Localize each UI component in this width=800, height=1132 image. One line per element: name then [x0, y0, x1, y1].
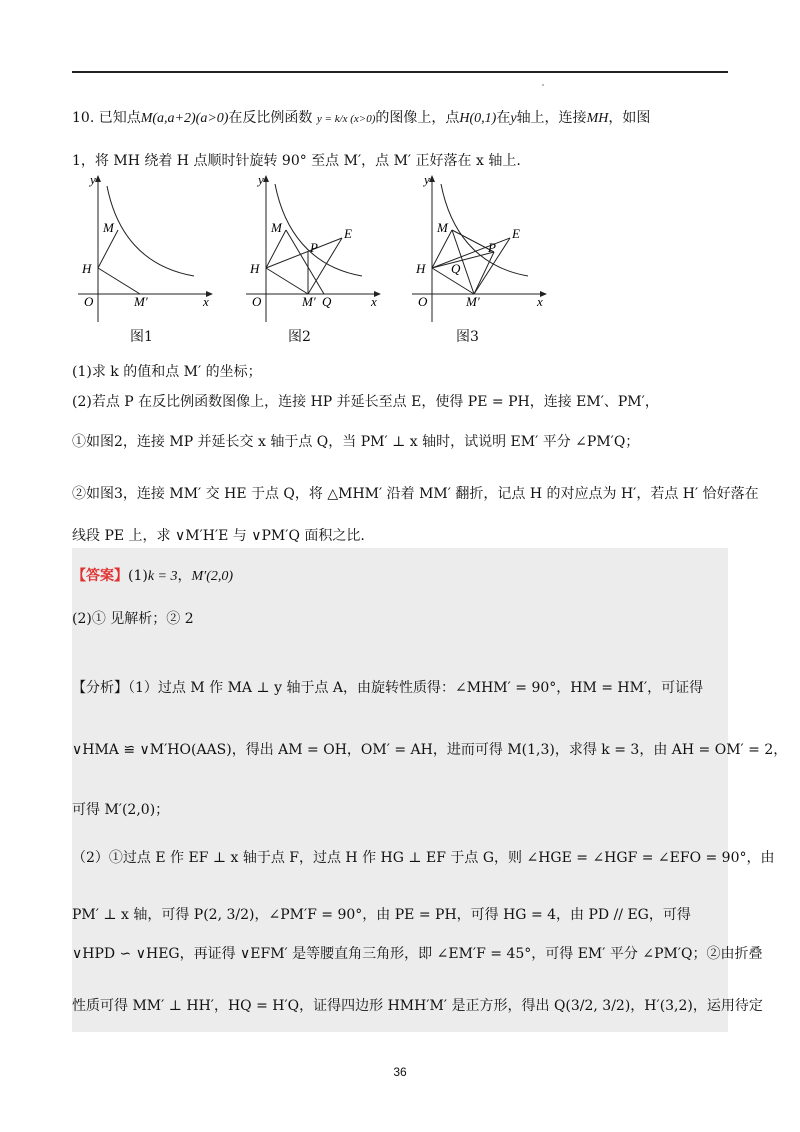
- fig1-x: x: [203, 294, 209, 309]
- var-y: y: [510, 111, 517, 126]
- text: 在: [496, 110, 511, 126]
- question-2b-cont: 线段 PE 上，求 ∨M′H′E 与 ∨PM′Q 面积之比.: [72, 528, 365, 544]
- fig3-E: E: [512, 226, 520, 241]
- fig2-Q: Q: [322, 294, 332, 309]
- fig3-Q: Q: [451, 261, 461, 276]
- question-1: (1)求 k 的值和点 M′ 的坐标；: [72, 364, 262, 380]
- fig3-caption: 图3: [456, 329, 479, 345]
- answer-line-2: (2)① 见解析；② 2: [72, 611, 194, 627]
- figures-svg: [72, 172, 552, 348]
- point-M-expr: M(a,a+2)(a>0): [140, 111, 229, 126]
- analysis-line-1: 【分析】（1）过点 M 作 MA ⊥ y 轴于点 A，由旋转性质得：∠MHM′ = 90°，HM = HM′，可证得: [72, 680, 704, 696]
- analysis-line-4: （2）①过点 E 作 EF ⊥ x 轴于点 F，过点 H 作 HG ⊥ EF 于点 G，则 ∠HGE = ∠HGF = ∠EFO = 90°，由: [72, 850, 775, 866]
- text: 的图像上，点: [375, 110, 460, 126]
- figure-2: [246, 172, 381, 322]
- answer-part-1: (1): [128, 568, 148, 584]
- analysis-line-2: ∨HMA ≌ ∨M′HO(AAS)，得出 AM = OH，OM′ = AH，进而可得 M(1,3)，求得 k = 3，由 AH = OM′ = 2，: [72, 742, 788, 758]
- fig3-O: O: [418, 294, 428, 309]
- fig2-x: x: [371, 294, 377, 309]
- fig3-Mp: M′: [466, 294, 480, 309]
- text: 在反比例函数: [228, 110, 313, 126]
- problem-line-2: 1，将 MH 绕着 H 点顺时针旋转 90° 至点 M′，点 M′ 正好落在 x 轴上.: [72, 153, 521, 169]
- fig1-Mp: M′: [134, 294, 148, 309]
- text: 轴上，连接: [516, 110, 587, 126]
- header-rule: [72, 71, 728, 73]
- answer-label: 【答案】: [72, 568, 128, 584]
- fig1-H: H: [82, 261, 92, 276]
- fig2-M: M: [271, 220, 282, 235]
- function-expr: y = k/x (x>0): [316, 113, 376, 125]
- point-H-expr: H(0,1): [459, 111, 497, 126]
- fig2-E: E: [344, 226, 352, 241]
- analysis-line-3: 可得 M′(2,0)；: [72, 802, 170, 818]
- fig2-H: H: [250, 261, 260, 276]
- fig3-y: y: [424, 172, 430, 187]
- fig2-caption: 图2: [288, 329, 311, 345]
- analysis-line-5: PM′ ⊥ x 轴，可得 P(2, 3/2)，∠PM′F = 90°，由 PE = PH，可得 HG = 4，由 PD // EG，可得: [72, 907, 691, 923]
- scan-dot: [542, 84, 544, 86]
- answer-line-1: [72, 566, 233, 587]
- page-number: 36: [393, 1065, 407, 1079]
- question-2a: ①如图2，连接 MP 并延长交 x 轴于点 Q，当 PM′ ⊥ x 轴时，试说明 EM′ 平分 ∠PM′Q；: [72, 434, 640, 450]
- problem-line-1: [72, 108, 650, 129]
- answer-k: k = 3: [147, 569, 178, 584]
- question-2b: ②如图3，连接 MM′ 交 HE 于点 Q，将 △MHM′ 沿着 MM′ 翻折，记点 H 的对应点为 H′，若点 H′ 恰好落在: [72, 486, 759, 502]
- question-2: (2)若点 P 在反比例函数图像上，连接 HP 并延长至点 E，使得 PE = PH，连接 EM′、PM′，: [72, 394, 659, 410]
- fig2-y: y: [258, 172, 264, 187]
- segment-MH: MH: [586, 111, 609, 126]
- fig1-M: M: [103, 220, 114, 235]
- fig1-caption: 图1: [130, 329, 153, 345]
- analysis-line-6: ∨HPD ∽ ∨HEG，再证得 ∨EFM′ 是等腰直角三角形，即 ∠EM′F = 45°，可得 EM′ 平分 ∠PM′Q；②由折叠: [72, 946, 763, 962]
- answer-Mprime: M′(2,0): [191, 569, 234, 584]
- figure-3: [412, 172, 547, 322]
- fig1-O: O: [84, 294, 94, 309]
- text: 已知点: [98, 110, 141, 126]
- analysis-line-7: 性质可得 MM′ ⊥ HH′，HQ = H′Q，证得四边形 HMH′M′ 是正方形，得出 Q(3/2, 3/2)，H′(3,2)，运用待定: [72, 998, 763, 1014]
- fig3-P: P: [488, 240, 496, 255]
- sep: ，: [177, 568, 192, 584]
- problem-number: 10.: [72, 110, 95, 126]
- fig2-O: O: [252, 294, 262, 309]
- figure-1: [78, 172, 213, 322]
- fig1-y: y: [90, 172, 96, 187]
- fig2-Mp: M′: [302, 294, 316, 309]
- figures-row: [72, 172, 552, 348]
- fig3-H: H: [416, 261, 426, 276]
- text: ，如图: [608, 110, 651, 126]
- fig3-x: x: [537, 294, 543, 309]
- fig2-P: P: [310, 240, 318, 255]
- fig3-M: M: [437, 220, 448, 235]
